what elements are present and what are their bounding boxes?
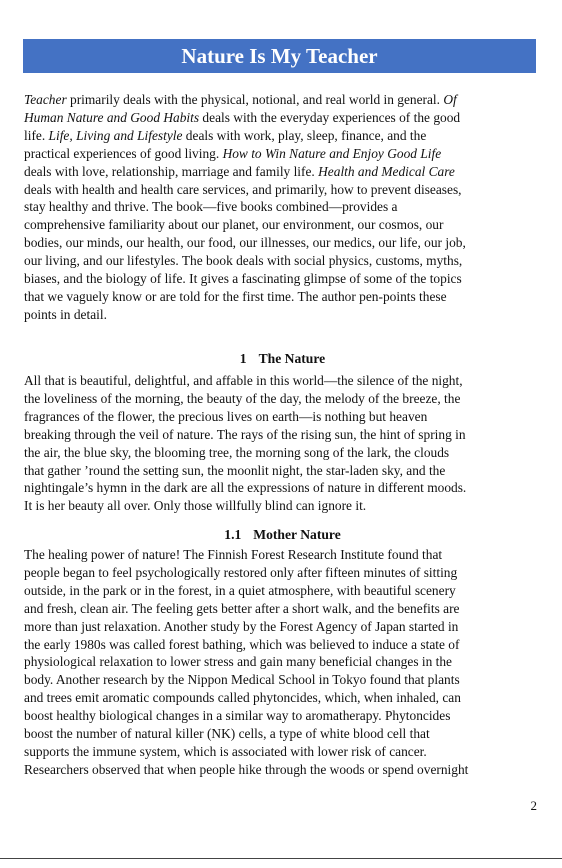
text-line: that gather ’round the setting sun, the moonlit night, the star-laden sky, and the	[24, 462, 446, 478]
page-number: 2	[530, 798, 537, 813]
text-line	[24, 91, 541, 109]
text-line	[24, 145, 541, 163]
text-line: It is her beauty all over. Only those willfully blind can ignore it.	[24, 498, 367, 514]
text-run: biases, and the biology of life. It gives a fascinating glimpse of some of the topics	[24, 271, 462, 287]
text-line: supports the immune system, which is associated with lower risk of cancer.	[24, 743, 427, 759]
section-number: 1.1	[224, 527, 242, 542]
text-line	[24, 163, 541, 181]
text-line	[24, 252, 541, 270]
text-line: breaking through the veil of nature. The rays of the rising sun, the hint of spring in	[24, 426, 466, 442]
text-line: boost the number of natural killer (NK) cells, a type of white blood cell that	[24, 726, 430, 742]
text-line	[24, 270, 541, 288]
text-line	[24, 288, 541, 306]
text-run: comprehensive familiarity about our planet, our environment, our cosmos, our	[24, 217, 444, 233]
text-line: Researchers observed that when people hike through the woods or spend overnight	[24, 761, 469, 777]
text-run: stay healthy and thrive. The book—five books combined—provides a	[24, 199, 398, 215]
section-heading-1-1	[24, 527, 541, 543]
text-run: points in detail.	[24, 306, 107, 322]
section-1-1-paragraph	[24, 546, 541, 779]
text-line: the loveliness of the morning, the beauty of the day, the melody of the breeze, the	[24, 390, 461, 406]
text-line: outside, in the park or in the forest, in a quiet atmosphere, with beautiful scenery	[24, 582, 456, 598]
italic-title-text: Life, Living and Lifestyle	[48, 127, 183, 143]
page-bottom-divider	[0, 858, 562, 859]
text-run: life.	[24, 127, 49, 143]
text-run: deals with the everyday experiences of the good	[199, 109, 461, 125]
text-line: the early 1980s was called forest bathing, which was believed to induce a state of	[24, 636, 460, 652]
title-banner	[23, 39, 536, 73]
intro-paragraph	[24, 91, 541, 324]
text-line	[24, 216, 541, 234]
italic-title-text: Teacher	[24, 92, 67, 107]
page-title: Nature Is My Teacher	[181, 43, 378, 68]
text-line	[24, 234, 541, 252]
text-line: body. Another research by the Nippon Medical School in Tokyo found that plants	[24, 672, 460, 688]
text-run: practical experiences of good living.	[24, 145, 223, 161]
text-run: bodies, our minds, our health, our food, our illnesses, our medics, our life, our job,	[24, 235, 466, 251]
text-line	[24, 198, 541, 216]
text-line	[24, 181, 541, 199]
text-run: deals with health and health care services, and primarily, how to prevent diseases,	[24, 181, 462, 197]
section-heading-1	[24, 351, 541, 367]
text-line: All that is beautiful, delightful, and affable in this world—the silence of the night,	[24, 373, 463, 388]
text-line: the air, the blue sky, the blooming tree, the morning song of the lark, the clouds	[24, 444, 450, 460]
text-line: and fresh, clean air. The feeling gets better after a short walk, and the benefits are	[24, 600, 460, 616]
section-1-paragraph	[24, 372, 541, 515]
section-title: Mother Nature	[253, 527, 341, 542]
italic-title-text: Health and Medical Care	[318, 163, 455, 179]
italic-title-text: How to Win Nature and Enjoy Good Life	[222, 145, 442, 161]
text-line: fragrances of the flower, the precious lives on earth—is nothing but heaven	[24, 408, 428, 424]
text-run: deals with work, play, sleep, finance, and the	[182, 127, 427, 143]
text-line: nightingale’s hymn in the dark are all the expressions of nature in different moods.	[24, 480, 467, 496]
text-line: The healing power of nature! The Finnish Forest Research Institute found that	[24, 547, 443, 562]
section-title: The Nature	[258, 351, 326, 366]
text-run: primarily deals with the physical, notional, and real world in general.	[66, 92, 444, 107]
text-line: physiological relaxation to lower stress and gain many beneficial changes in the	[24, 654, 452, 670]
text-line: and trees emit aromatic compounds called phytoncides, which, when inhaled, can	[24, 690, 461, 706]
text-run: deals with love, relationship, marriage and family life.	[24, 163, 319, 179]
italic-title-text: Of	[443, 92, 457, 107]
text-line: more than just relaxation. Another study by the Forest Agency of Japan started in	[24, 618, 459, 634]
text-line	[24, 306, 541, 324]
text-line: boost healthy biological changes in a similar way to aromatherapy. Phytoncides	[24, 708, 451, 724]
section-number: 1	[239, 351, 247, 366]
text-line	[24, 109, 541, 127]
text-line	[24, 127, 541, 145]
text-run: that we vaguely know or are told for the first time. The author pen-points these	[24, 288, 447, 304]
text-run: our living, and our lifestyles. The book deals with social physics, customs, myths,	[24, 253, 463, 269]
italic-title-text: Human Nature and Good Habits	[24, 109, 200, 125]
text-line: people began to feel psychologically restored only after fifteen minutes of sitting	[24, 564, 458, 580]
